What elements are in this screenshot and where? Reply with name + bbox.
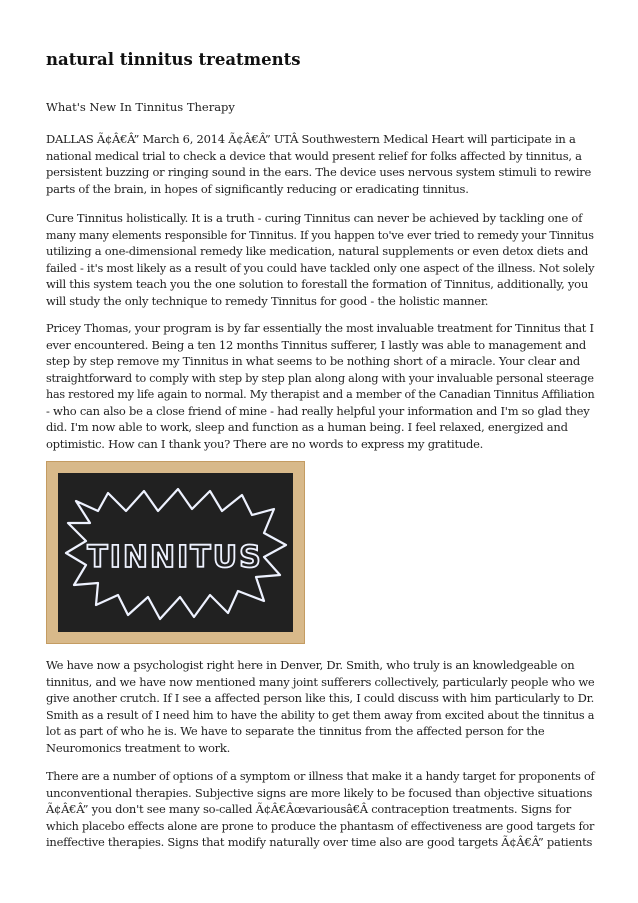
text-line: parts of the brain, in hopes of significantly reducing or eradicating tinnitus. [46, 181, 469, 196]
text-line: DALLAS Ã¢Â€Â” March 6, 2014 Ã¢Â€Â” UTÂ Southwestern Medical Heart will participate in a [46, 132, 576, 146]
paragraph-2 [46, 210, 594, 309]
text-line: which placebo effects alone are prone to produce the phantasm of effectiveness are good targets for [46, 818, 595, 833]
text-line: will study the only technique to remedy Tinnitus for good - the holistic manner. [46, 293, 489, 308]
paragraph-4 [46, 657, 594, 756]
text-line: unconventional therapies. Subjective signs are more likely to be focused than objective situations [46, 785, 593, 800]
paragraph-1 [46, 131, 594, 197]
text-line: many many elements responsible for Tinnitus. If you happen to've ever tried to remedy your Tinnitus [46, 227, 594, 242]
text-line: There are a number of options of a symptom or illness that make it a handy target for proponents of [46, 769, 595, 783]
text-line: We have now a psychologist right here in Denver, Dr. Smith, who truly is an knowledgeable on [46, 658, 575, 672]
paragraph-5 [46, 768, 594, 851]
text-line: has restored my life again to normal. My therapist and a member of the Canadian Tinnitus Affiliation [46, 387, 595, 401]
text-line: - who can also be a close friend of mine - had really helpful your information and I'm so glad they [46, 403, 590, 418]
text-line: Ã¢Â€Â” you don't see many so-called Ã¢Â€Âœvariousâ€Â contraception treatments. Signs for [46, 802, 572, 816]
text-line: did. I'm now able to work, sleep and function as a human being. I feel relaxed, energized and [46, 420, 568, 434]
text-line: Neuromonics treatment to work. [46, 740, 230, 755]
text-line: ever encountered. Being a ten 12 months Tinnitus sufferer, I lastly was able to management and [46, 337, 587, 352]
text-line: national medical trial to check a device that would present relief for folks affected by tinnitus, a [46, 148, 582, 163]
text-line: step by step remove my Tinnitus in what seems to be nothing short of a miracle. Your clear and [46, 354, 581, 368]
text-line: ineffective therapies. Signs that modify naturally over time also are good targets Ã¢Â€Â” patients [46, 835, 593, 849]
chalkboard-illustration [46, 461, 305, 644]
subheading: What's New In Tinnitus Therapy [46, 100, 235, 114]
text-line: persistent buzzing or ringing sound in the ears. The device uses nervous system stimuli to rewire [46, 165, 592, 179]
text-line: failed - it's most likely as a result of you could have tackled only one aspect of the illness. Not solely [46, 260, 595, 275]
text-line: optimistic. How can I thank you? There are no words to express my gratitude. [46, 436, 484, 451]
text-line: will this system teach you the one solution to forestall the formation of Tinnitus, additionally, you [46, 277, 588, 291]
chalk-text: TINNITUS [87, 540, 263, 575]
text-line: Cure Tinnitus holistically. It is a truth - curing Tinnitus can never be achieved by tackling one of [46, 211, 583, 225]
text-line: lot as part of who he is. We have to separate the tinnitus from the affected person for the [46, 724, 545, 738]
text-line: straightforward to comply with step by step plan along along with your invaluable personal steerage [46, 370, 594, 385]
text-line: Smith as a result of I need him to have the ability to get them away from excited about the tinnitus a [46, 707, 595, 722]
paragraph-3 [46, 320, 594, 452]
text-line: Pricey Thomas, your program is by far essentially the most invaluable treatment for Tinnitus that I [46, 321, 594, 335]
text-line: tinnitus, and we have now mentioned many joint sufferers collectively, particularly people who we [46, 674, 595, 689]
text-line: give another crutch. If I see a affected person like this, I could discuss with him particularly to Dr. [46, 691, 594, 705]
tinnitus-chalkboard-image [46, 461, 305, 644]
text-line: utilizing a one-dimensional remedy like medication, natural supplements or even detox diets and [46, 244, 589, 258]
page-title: natural tinnitus treatments [46, 50, 301, 69]
